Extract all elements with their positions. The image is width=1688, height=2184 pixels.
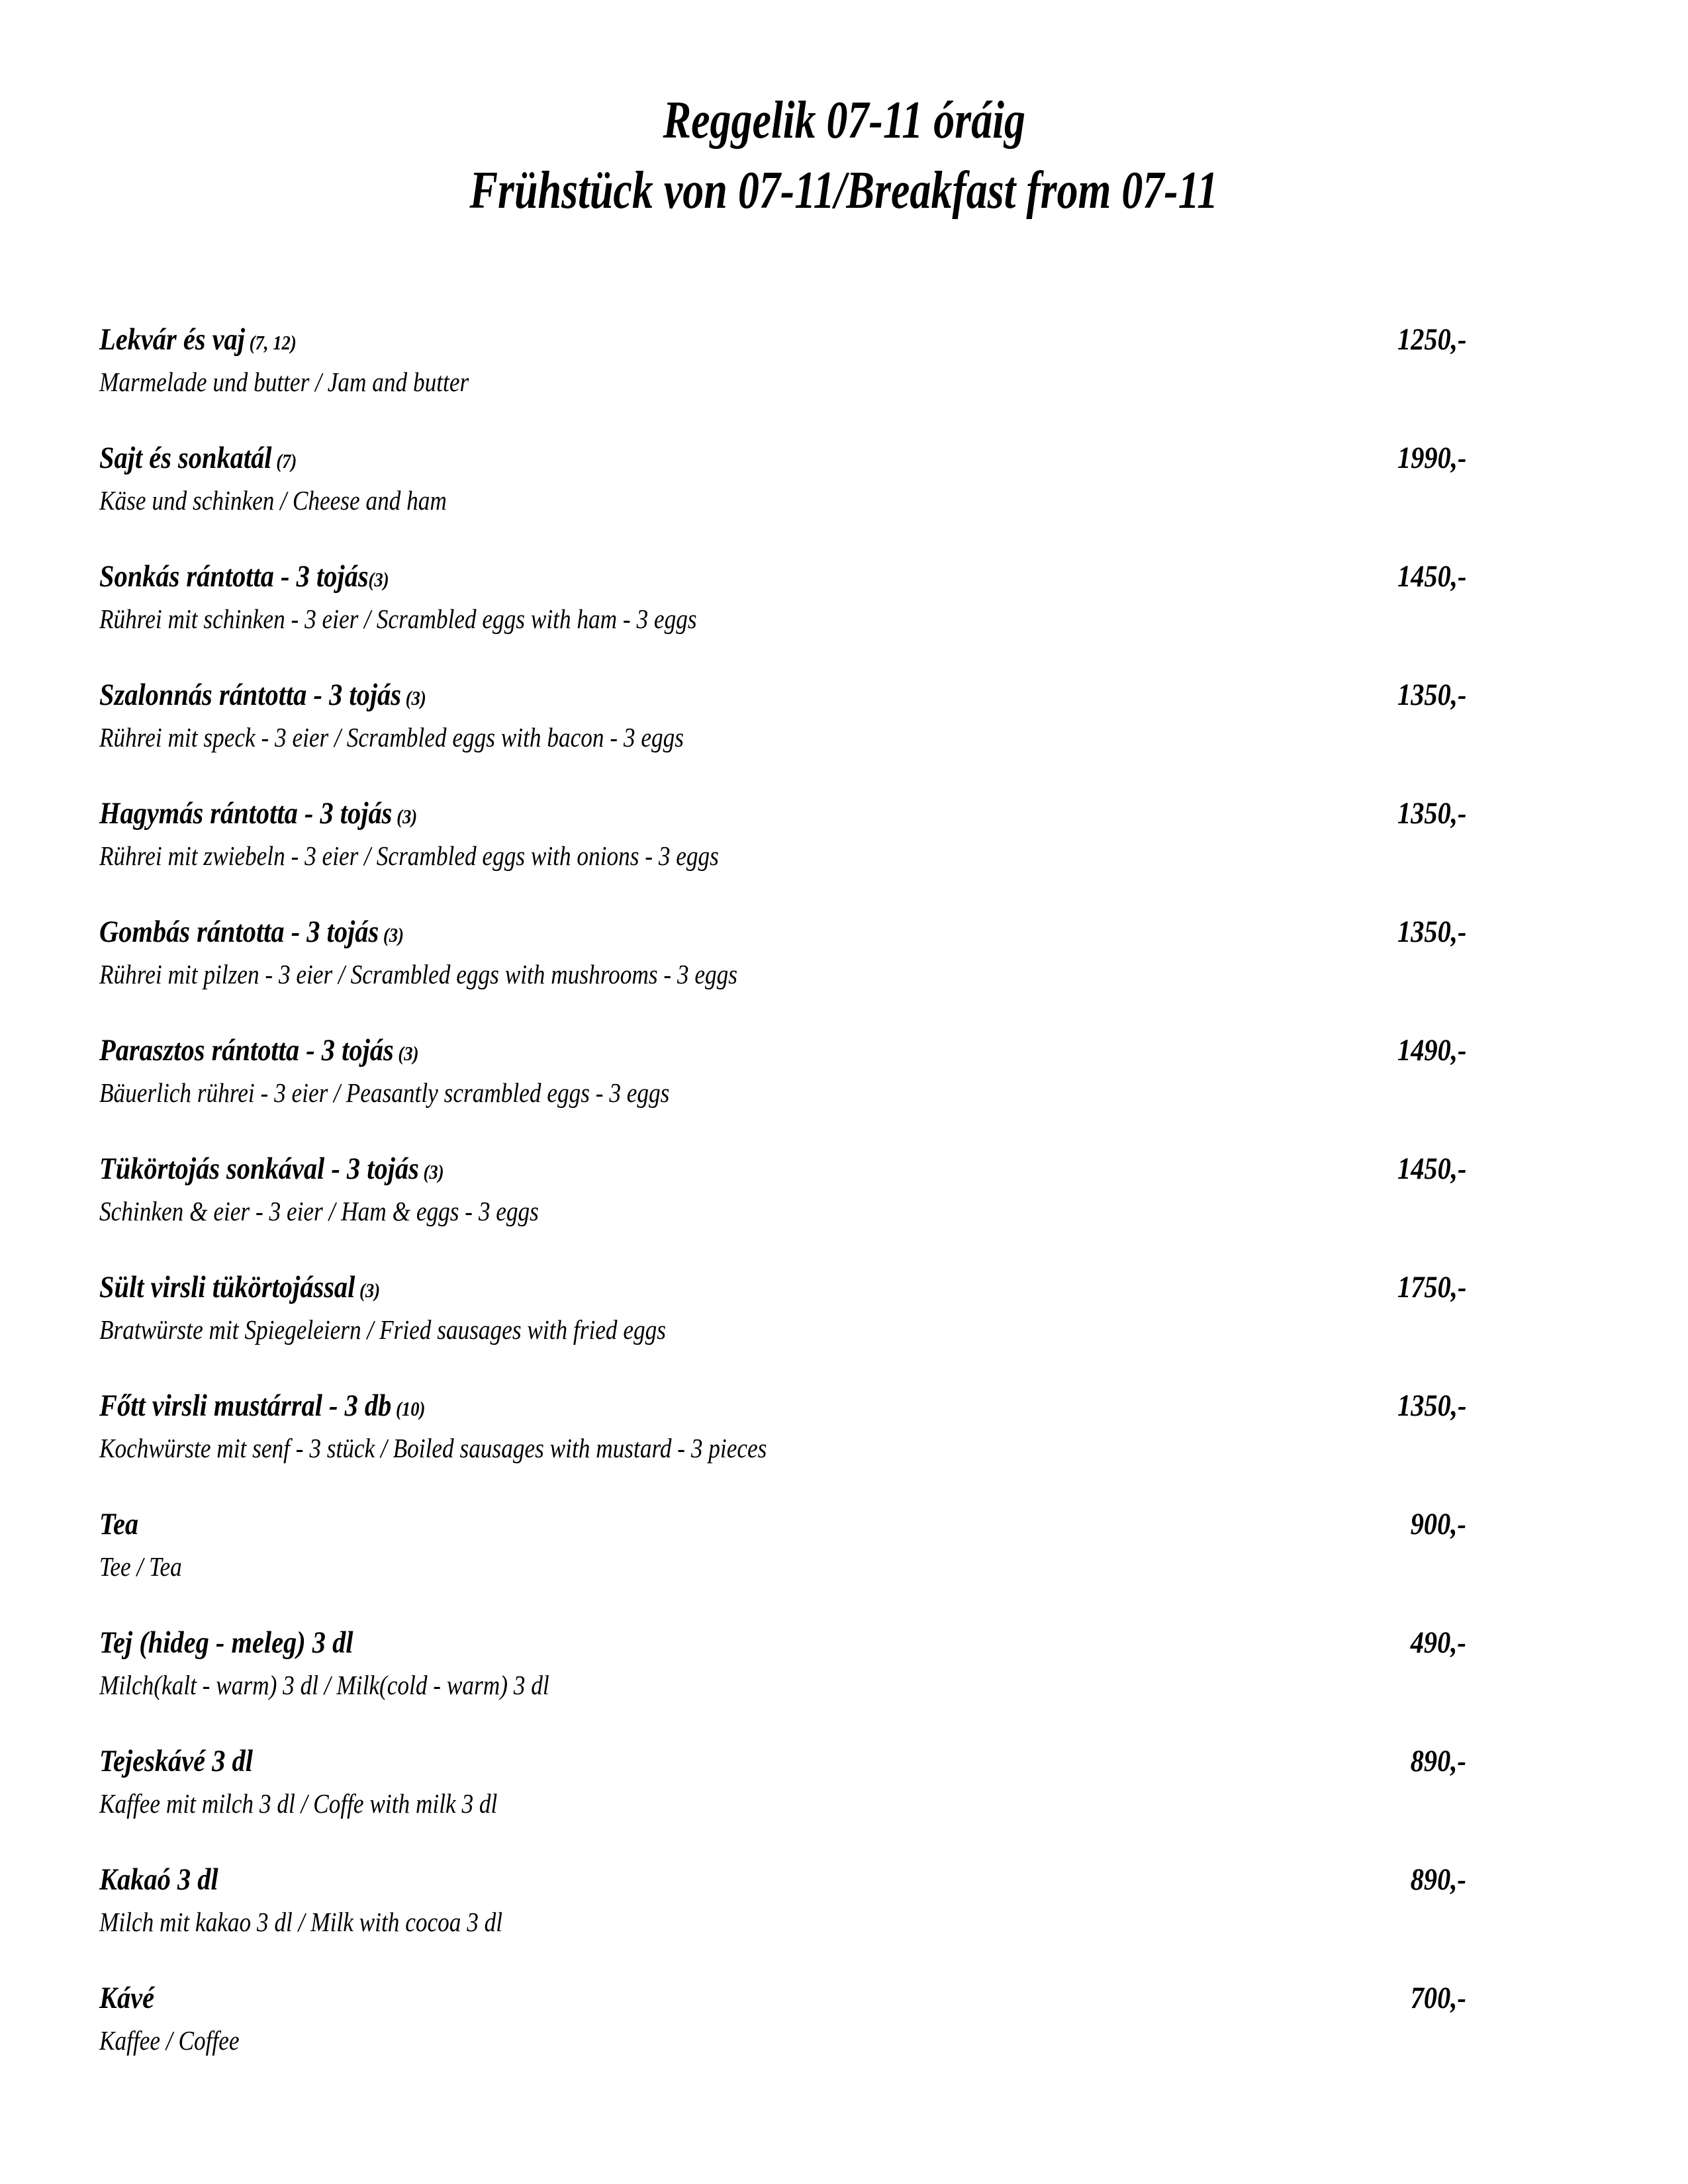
item-allergen-codes: (3): [400, 686, 426, 710]
item-description: [99, 2025, 1466, 2056]
menu-item-head: [99, 1862, 1466, 1897]
menu-item: [99, 1625, 1466, 1743]
item-description: [99, 1196, 1466, 1227]
item-name: Gombás rántotta - 3 tojás: [99, 915, 379, 950]
item-name: Sült virsli tükörtojással: [99, 1270, 355, 1305]
page-title: [0, 0, 1688, 226]
menu-item: [99, 1388, 1466, 1506]
menu-item-name-group: [99, 440, 297, 476]
item-allergen-codes: (7): [271, 449, 297, 473]
menu-item-name-group: [99, 1151, 444, 1187]
menu-item: [99, 1743, 1466, 1862]
menu-item: [99, 1506, 1466, 1625]
item-name: Parasztos rántotta - 3 tojás: [99, 1033, 394, 1068]
item-description-text: Schinken & eier - 3 eier / Ham & eggs - 3 eggs: [99, 1196, 539, 1227]
menu-item: [99, 1269, 1466, 1388]
menu-item-name-group: [99, 1862, 218, 1897]
item-description: [99, 1788, 1466, 1819]
menu-item-name-group: [99, 1743, 253, 1779]
menu-items: [99, 322, 1466, 2099]
item-description-text: Kochwürste mit senf - 3 stück / Boiled sausages with mustard - 3 pieces: [99, 1433, 767, 1464]
item-price: 1350,-: [1397, 796, 1466, 831]
menu-item: [99, 440, 1466, 559]
menu-item-head: [99, 440, 1466, 476]
item-description: [99, 1907, 1466, 1938]
item-name: Sonkás rántotta - 3 tojás: [99, 559, 369, 594]
item-name: Főtt virsli mustárral - 3 db: [99, 1388, 392, 1424]
menu-item: [99, 322, 1466, 440]
menu-item-head: [99, 1625, 1466, 1661]
item-description-text: Milch(kalt - warm) 3 dl / Milk(cold - warm) 3 dl: [99, 1670, 549, 1701]
menu-item-name-group: [99, 1506, 138, 1542]
menu-item-name-group: [99, 559, 389, 594]
item-price: 1350,-: [1397, 1388, 1466, 1424]
item-description: [99, 1670, 1466, 1701]
item-description: [99, 1551, 1466, 1582]
menu-item-name-group: [99, 677, 426, 713]
item-description-text: Rührei mit zwiebeln - 3 eier / Scrambled eggs with onions - 3 eggs: [99, 841, 719, 872]
menu-item: [99, 559, 1466, 677]
item-description: [99, 485, 1466, 516]
item-description: [99, 1314, 1466, 1345]
item-description: [99, 1433, 1466, 1464]
item-price: 900,-: [1410, 1507, 1466, 1542]
item-description-text: Marmelade und butter / Jam and butter: [99, 367, 469, 398]
item-description-text: Käse und schinken / Cheese and ham: [99, 485, 447, 516]
menu-item-name-group: [99, 1388, 425, 1424]
menu-item-head: [99, 1980, 1466, 2016]
menu-item-head: [99, 1269, 1466, 1305]
menu-item: [99, 1862, 1466, 1980]
menu-item: [99, 914, 1466, 1032]
menu-item-name-group: [99, 1625, 353, 1661]
menu-item-head: [99, 1506, 1466, 1542]
item-price: 1450,-: [1397, 1152, 1466, 1187]
item-name: Hagymás rántotta - 3 tojás: [99, 796, 393, 831]
item-description: [99, 841, 1466, 872]
item-price: 1350,-: [1397, 678, 1466, 713]
item-price: 1490,-: [1397, 1033, 1466, 1068]
item-description-text: Tee / Tea: [99, 1551, 182, 1582]
item-name: Szalonnás rántotta - 3 tojás: [99, 678, 401, 713]
item-name: Tejeskávé 3 dl: [99, 1744, 253, 1779]
item-description-text: Rührei mit pilzen - 3 eier / Scrambled eggs with mushrooms - 3 eggs: [99, 959, 738, 990]
item-allergen-codes: (3): [379, 923, 404, 947]
menu-item-head: [99, 677, 1466, 713]
page-title-line-1: [0, 86, 1688, 156]
item-price: 1990,-: [1397, 441, 1466, 476]
item-description: [99, 367, 1466, 398]
item-description-text: Bäuerlich rührei - 3 eier / Peasantly scrambled eggs - 3 eggs: [99, 1077, 670, 1109]
item-allergen-codes: (3): [418, 1160, 444, 1184]
page-title-line-1-text: Reggelik 07-11 óráig: [663, 91, 1025, 150]
menu-item: [99, 677, 1466, 796]
item-price: 890,-: [1410, 1862, 1466, 1897]
menu-item-name-group: [99, 1269, 380, 1305]
item-allergen-codes: (10): [391, 1397, 426, 1421]
item-price: 1250,-: [1397, 322, 1466, 357]
menu-item: [99, 1980, 1466, 2099]
page-title-line-2-text: Frühstück von 07-11/Breakfast from 07-11: [469, 161, 1219, 220]
item-name: Tükörtojás sonkával - 3 tojás: [99, 1152, 419, 1187]
menu-item-head: [99, 1151, 1466, 1187]
item-description-text: Rührei mit speck - 3 eier / Scrambled eggs with bacon - 3 eggs: [99, 722, 684, 753]
item-description: [99, 722, 1466, 753]
menu-item: [99, 796, 1466, 914]
item-description: [99, 1077, 1466, 1109]
menu-item: [99, 1032, 1466, 1151]
item-price: 490,-: [1410, 1625, 1466, 1661]
menu-item: [99, 1151, 1466, 1269]
menu-item-head: [99, 796, 1466, 831]
item-price: 700,-: [1410, 1981, 1466, 2016]
item-name: Kakaó 3 dl: [99, 1862, 218, 1897]
item-description-text: Rührei mit schinken - 3 eier / Scrambled eggs with ham - 3 eggs: [99, 604, 697, 635]
menu-item-name-group: [99, 1032, 418, 1068]
menu-item-head: [99, 914, 1466, 950]
page-title-line-2: [0, 156, 1688, 226]
menu-item-name-group: [99, 322, 297, 357]
item-name: Kávé: [99, 1981, 155, 2016]
item-description-text: Milch mit kakao 3 dl / Milk with cocoa 3 dl: [99, 1907, 503, 1938]
item-description-text: Kaffee mit milch 3 dl / Coffe with milk 3 dl: [99, 1788, 498, 1819]
item-allergen-codes: (7, 12): [244, 331, 297, 355]
menu-item-name-group: [99, 914, 404, 950]
item-price: 1350,-: [1397, 915, 1466, 950]
item-allergen-codes: (3): [368, 568, 389, 592]
item-name: Tej (hideg - meleg) 3 dl: [99, 1625, 353, 1661]
item-price: 890,-: [1410, 1744, 1466, 1779]
item-name: Lekvár és vaj: [99, 322, 245, 357]
item-allergen-codes: (3): [392, 805, 418, 829]
item-description: [99, 604, 1466, 635]
menu-item-name-group: [99, 796, 417, 831]
item-allergen-codes: (3): [355, 1279, 381, 1302]
item-name: Sajt és sonkatál: [99, 441, 272, 476]
item-description: [99, 959, 1466, 990]
item-price: 1450,-: [1397, 559, 1466, 594]
menu-item-head: [99, 1388, 1466, 1424]
item-name: Tea: [99, 1507, 139, 1542]
item-allergen-codes: (3): [393, 1042, 419, 1066]
menu-item-head: [99, 1743, 1466, 1779]
menu-item-head: [99, 322, 1466, 357]
menu-item-head: [99, 1032, 1466, 1068]
item-description-text: Kaffee / Coffee: [99, 2025, 240, 2056]
item-description-text: Bratwürste mit Spiegeleiern / Fried sausages with fried eggs: [99, 1314, 666, 1345]
menu-item-head: [99, 559, 1466, 594]
item-price: 1750,-: [1397, 1270, 1466, 1305]
menu-item-name-group: [99, 1980, 154, 2016]
